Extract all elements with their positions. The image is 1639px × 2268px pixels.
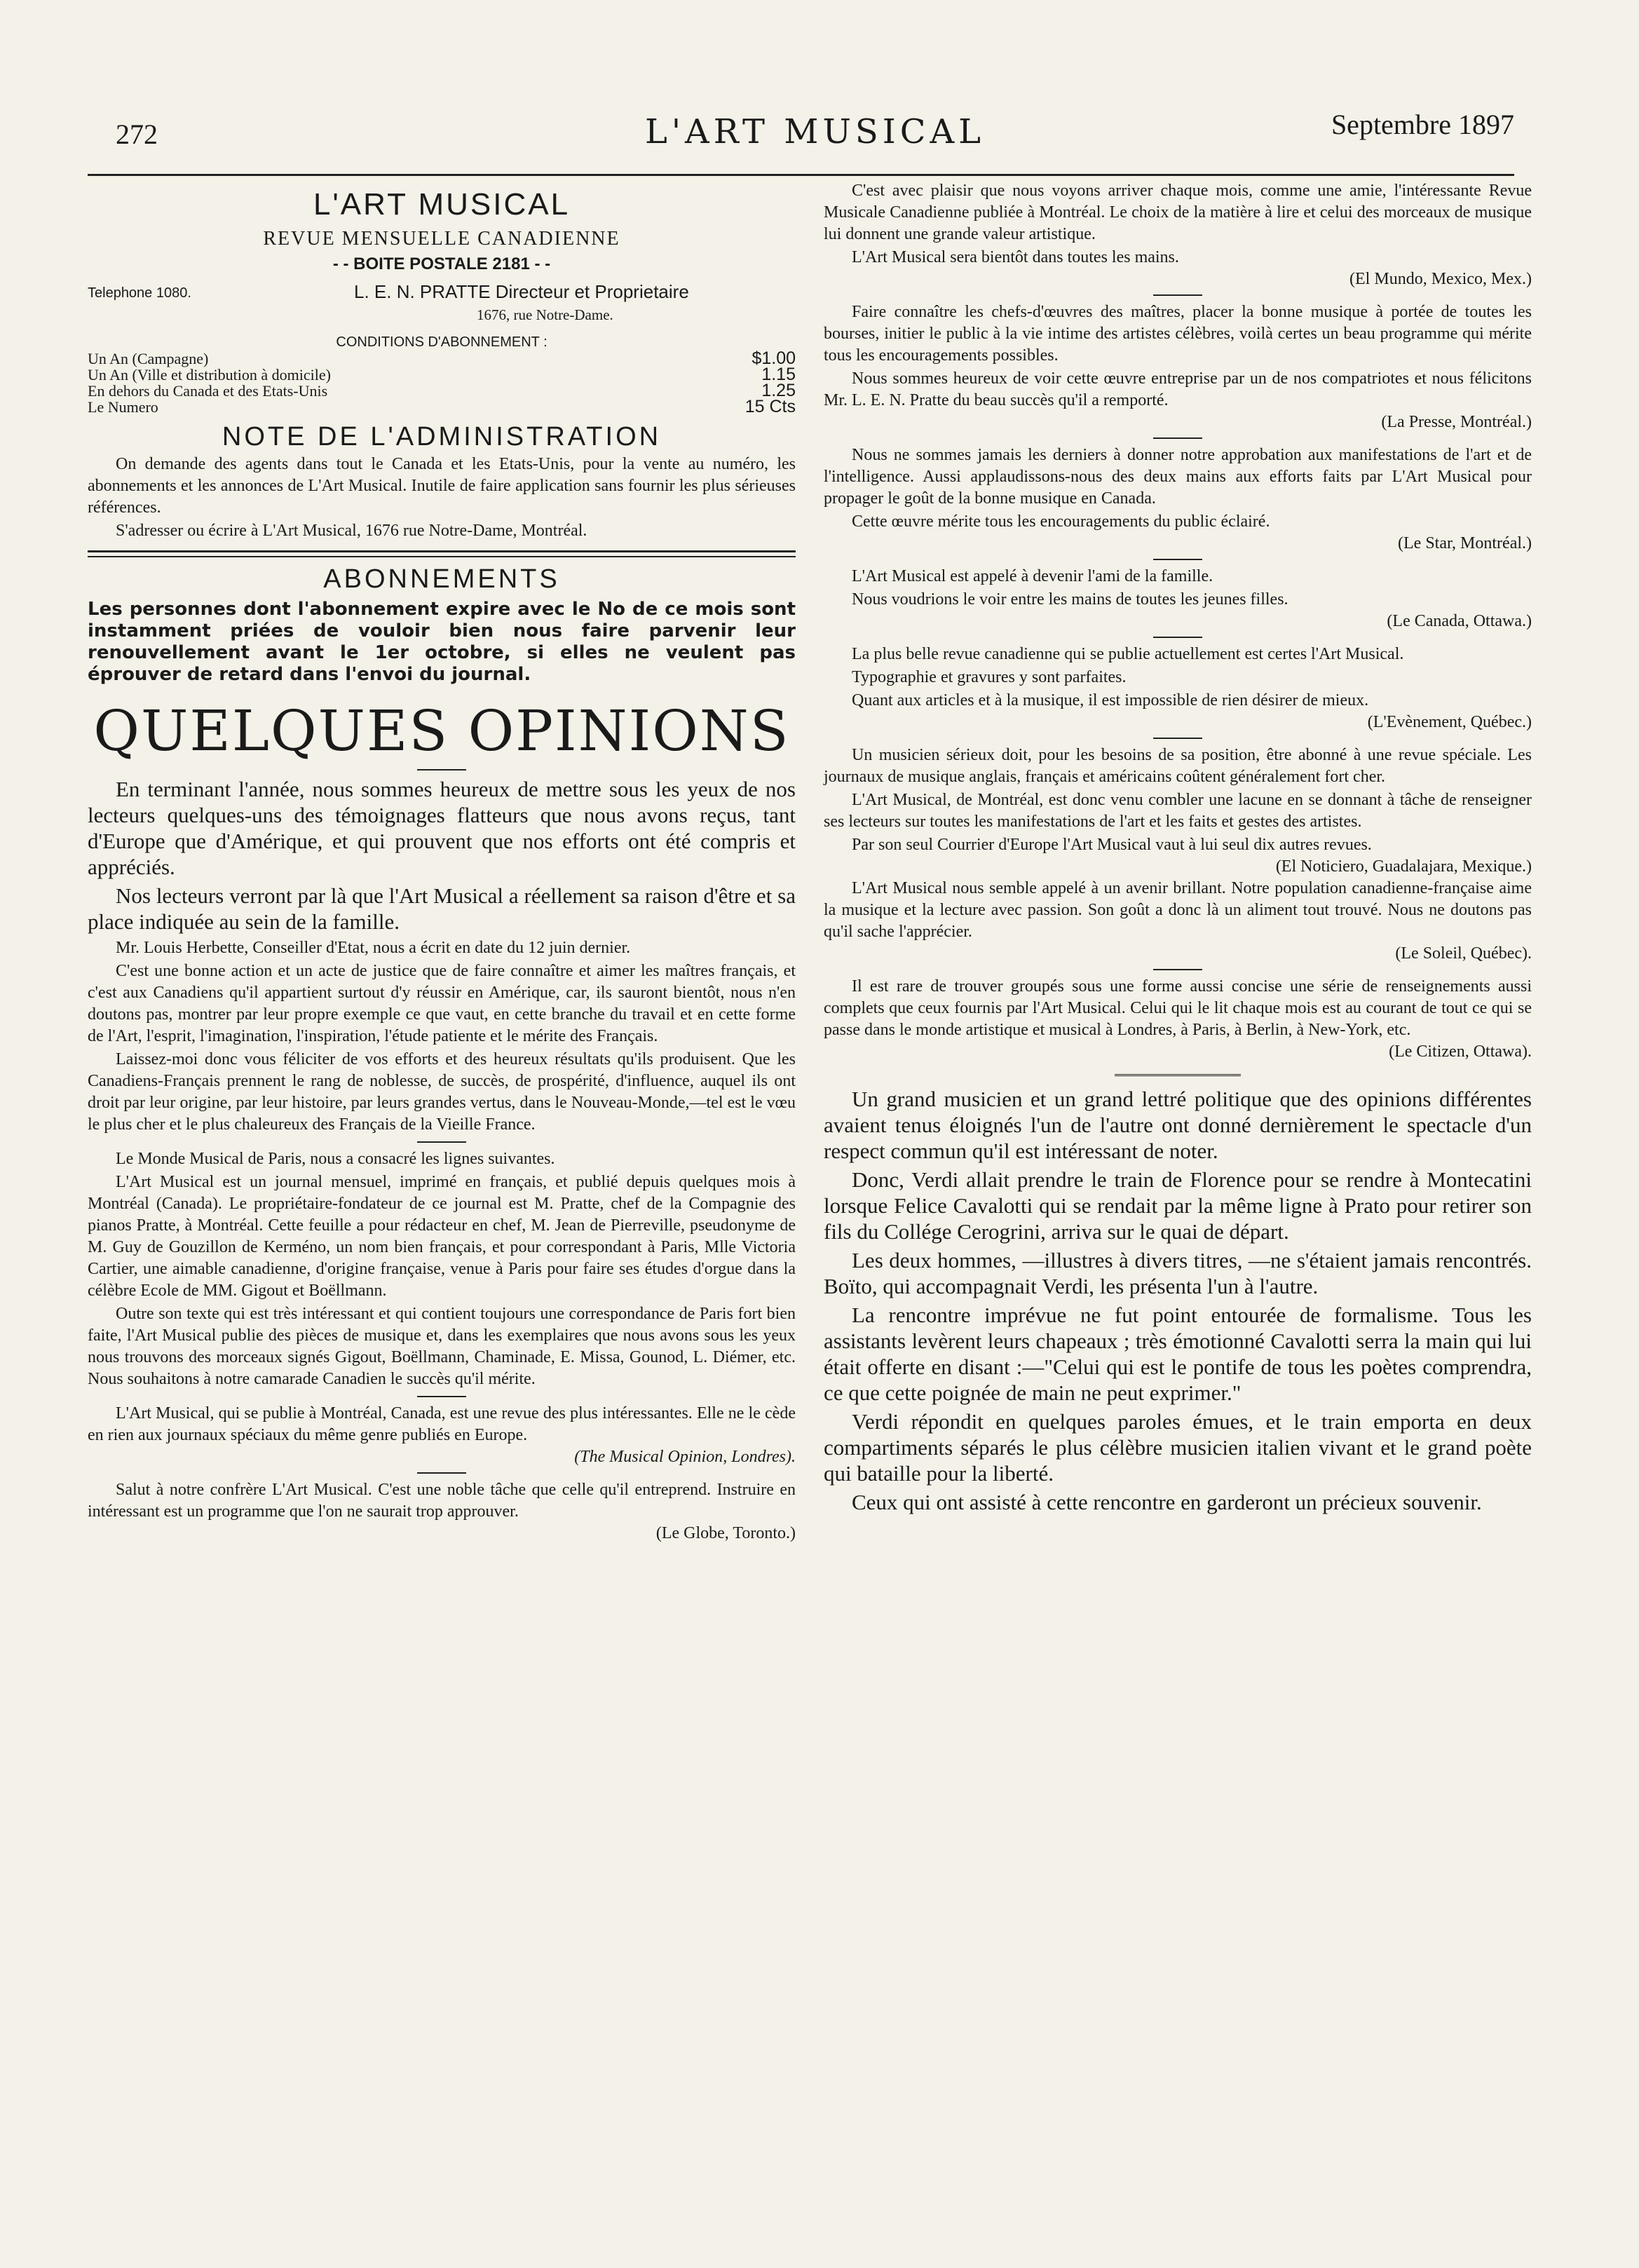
divider bbox=[1153, 559, 1202, 560]
citizen-source: (Le Citizen, Ottawa). bbox=[1389, 1043, 1532, 1061]
intro-paragraph: En terminant l'année, nous sommes heureux de mettre sous les yeux de nos lecteurs quelques-uns des témoignages flatteurs que nous avons reçus, tant d'Europe que d'Amérique, et qui prouvent que nos efforts ont été compris et appréciés. bbox=[88, 777, 796, 879]
verdi-paragraph: Ceux qui ont assisté à cette rencontre en garderont un précieux souvenir. bbox=[852, 1490, 1482, 1514]
verdi-paragraph: Donc, Verdi allait prendre le train de Florence pour se rendre à Montecatini lorsque Felice Cavalotti qui se rendait par la même ligne à Prato pour retirer son fils du Collége Cerogrini, arriva sur le quai de départ. bbox=[824, 1167, 1532, 1244]
conditions-heading: CONDITIONS D'ABONNEMENT : bbox=[336, 334, 548, 350]
abonnements-text: Les personnes dont l'abonnement expire avec le No de ce mois sont instamment priées de vouloir bien nous faire parvenir leur renouvellement avant le 1er octobre, si elles ne veulent pas éprouver de retard dans l'envoi du journal. bbox=[88, 599, 796, 685]
rates-list bbox=[88, 348, 796, 416]
masthead-subtitle: REVUE MENSUELLE CANADIENNE bbox=[263, 228, 620, 250]
monde-quote: L'Art Musical est un journal mensuel, imprimé en français, et publié depuis quelques mois à Montréal (Canada). Le propriétaire-fondateur de ce journal est M. Pratte, chef de la Compagnie des pianos Pratte, à Montréal. Cette feuille a pour rédacteur en chef, M. Jean de Pierreville, pseudonyme de M. Guy de Gouzillon de Kerméno, un nom bien français, et pour correspondant à Paris, Mlle Victoria Cartier, une aimable canadienne, d'origine française, venue à Paris pour faire ses études d'orgue dans la célèbre Ecole de MM. Gigout et Boëllmann. bbox=[88, 1173, 796, 1300]
masthead-title: L'ART MUSICAL bbox=[313, 187, 571, 222]
star-source: (Le Star, Montréal.) bbox=[1398, 534, 1532, 552]
masthead-contact bbox=[88, 278, 796, 325]
star-quote: Cette œuvre mérite tous les encouragements du public éclairé. bbox=[852, 512, 1270, 531]
mundo-quote: C'est avec plaisir que nous voyons arriver chaque mois, comme une amie, l'intéressante Revue Musicale Canadienne publiée à Montréal. Le choix de la matière à lire et celui des morceaux de musique lui donnent une grande valeur artistique. bbox=[824, 182, 1532, 243]
ornament-rule bbox=[1115, 1074, 1241, 1076]
presse-quote: Faire connaître les chefs-d'œuvres des maîtres, placer la bonne musique à portée de toutes les bourses, initier le public à la vie intime des artistes célèbres, voilà certes un beau programme qui mérite tous les encouragements possibles. bbox=[824, 303, 1532, 365]
rate-row: Le Numero 15 Cts bbox=[88, 397, 796, 416]
rate-row: Un An (Campagne) $1.00 bbox=[88, 348, 796, 368]
herbette-intro: Mr. Louis Herbette, Conseiller d'Etat, nous a écrit en date du 12 juin dernier. bbox=[116, 939, 631, 957]
herbette-quote: C'est une bonne action et un acte de justice que de faire connaître et aimer les maîtres français, et c'est aux Canadiens qu'il appartient surtout d'y réussir en Amérique, car, ils sauront bientôt, nous n'en doutons pas, montrer par leur propre exemple ce que vaut, en cette branche du travail et en cette forme de l'Art, l'esprit, l'imagination, l'inspiration, l'étude patiente et le mérite des Français. bbox=[88, 962, 796, 1045]
rate-row: Un An (Ville et distribution à domicile) 1.15 bbox=[88, 365, 796, 384]
divider bbox=[417, 1141, 466, 1143]
divider bbox=[417, 769, 466, 770]
soleil-source: (Le Soleil, Québec). bbox=[1395, 944, 1532, 963]
verdi-paragraph: Les deux hommes, —illustres à divers titres, —ne s'étaient jamais rencontrés. Boïto, qui accompagnait Verdi, les présenta l'un à l'autre. bbox=[824, 1248, 1532, 1298]
page-number: 272 bbox=[116, 118, 158, 150]
verdi-paragraph: Verdi répondit en quelques paroles émues, et le train emporta en deux compartiments séparés le plus célèbre musicien italien vivant et le grand poète qui bataille pour la liberté. bbox=[824, 1409, 1532, 1486]
divider bbox=[1153, 738, 1202, 739]
presse-quote: Nous sommes heureux de voir cette œuvre entreprise par un de nos compatriotes et nous félicitons Mr. L. E. N. Pratte du beau succès qu'il a remporté. bbox=[824, 369, 1532, 409]
rate-row: En dehors du Canada et des Etats-Unis 1.25 bbox=[88, 381, 796, 400]
opinion-quote: L'Art Musical, qui se publie à Montréal, Canada, est une revue des plus intéressantes. Elle ne le cède en rien aux journaux spéciaux du même genre publiés en Europe. bbox=[88, 1404, 796, 1444]
address: 1676, rue Notre-Dame. bbox=[477, 306, 613, 323]
canada-source: (Le Canada, Ottawa.) bbox=[1387, 612, 1532, 630]
evenement-quote: Quant aux articles et à la musique, il est impossible de rien désirer de mieux. bbox=[852, 691, 1369, 709]
admin-text: On demande des agents dans tout le Canada et les Etats-Unis, pour la vente au numéro, les abonnements et les annonces de L'Art Musical. Inutile de faire application sans fournir les plus sérieuses références. bbox=[88, 455, 796, 517]
header-rule bbox=[88, 174, 1514, 176]
evenement-quote: La plus belle revue canadienne qui se publie actuellement est certes l'Art Musical. bbox=[852, 645, 1404, 663]
left-column bbox=[88, 179, 796, 1544]
presse-source: (La Presse, Montréal.) bbox=[1381, 413, 1532, 431]
divider bbox=[1153, 969, 1202, 970]
noticiero-quote: L'Art Musical, de Montréal, est donc venu combler une lacune en se donnant à tâche de renseigner ses lecteurs sur toutes les manifestations de l'art et les faits et gestes des artistes. bbox=[824, 791, 1532, 831]
globe-quote: Salut à notre confrère L'Art Musical. C'est une noble tâche que celle qu'il entreprend. Instruire en intéressant est un programme que l'on ne saurait trop approuver. bbox=[88, 1481, 796, 1521]
director: L. E. N. PRATTE Directeur et Proprietaire bbox=[354, 281, 689, 302]
masthead-box: - - BOITE POSTALE 2181 - - bbox=[332, 254, 551, 273]
abonnements-heading: ABONNEMENTS bbox=[323, 564, 560, 594]
divider bbox=[417, 1472, 466, 1474]
verdi-paragraph: Un grand musicien et un grand lettré politique que des opinions différentes avaient tenus éloignés l'un de l'autre ont donné dernièrement le spectacle d'un respect commun qu'il est intéressant de noter. bbox=[824, 1087, 1532, 1163]
monde-intro: Le Monde Musical de Paris, nous a consacré les lignes suivantes. bbox=[116, 1150, 555, 1168]
page-header bbox=[116, 105, 1514, 154]
intro-paragraph: Nos lecteurs verront par là que l'Art Musical a réellement sa raison d'être et sa place indiquée au sein de la famille. bbox=[88, 883, 796, 934]
issue-date: Septembre 1897 bbox=[1331, 109, 1514, 140]
citizen-quote: Il est rare de trouver groupés sous une forme aussi concise une série de renseignements aussi complets que ceux fournis par l'Art Musical. Celui qui le lit chaque mois est au courant de tout ce qui se passe dans le monde artistique et musical à Londres, à Paris, à Berlin, à New-York, etc. bbox=[824, 977, 1532, 1039]
mundo-quote: L'Art Musical sera bientôt dans toutes les mains. bbox=[852, 248, 1179, 266]
canada-quote: L'Art Musical est appelé à devenir l'ami de la famille. bbox=[852, 567, 1213, 585]
divider bbox=[1153, 294, 1202, 296]
globe-source: (Le Globe, Toronto.) bbox=[655, 1524, 796, 1542]
canada-quote: Nous voudrions le voir entre les mains de toutes les jeunes filles. bbox=[852, 590, 1288, 609]
opinion-source: (The Musical Opinion, Londres). bbox=[574, 1448, 796, 1466]
divider bbox=[1153, 637, 1202, 638]
mundo-source: (El Mundo, Mexico, Mex.) bbox=[1349, 270, 1532, 288]
noticiero-quote: Par son seul Courrier d'Europe l'Art Musical vaut à lui seul dix autres revues. bbox=[852, 836, 1372, 854]
section-divider bbox=[88, 550, 796, 557]
monde-quote: Outre son texte qui est très intéressant et qui contient toujours une correspondance de Paris fort bien faite, l'Art Musical publie des pièces de musique et, dans les exemplaires que nous avons sous les yeux nous trouvons des morceaux signés Gigout, Boëllmann, Chaminade, E. Missa, Gounod, L. Diémer, etc. Nous souhaitons à notre camarade Canadien le succès qu'il mérite. bbox=[88, 1305, 796, 1388]
herbette-quote: Laissez-moi donc vous féliciter de vos efforts et des heureux résultats qu'ils produisent. Que les Canadiens-Français prennent le rang de noblesse, de succès, de prospérité, d'influence, auquel ils ont droit par leur origine, par leur histoire, par leurs grandes vertus, dans le Nouveau-Monde,—tel est le vœu le plus cher et le plus chaleureux des Français de la Vieille France. bbox=[88, 1050, 796, 1134]
journal-title: L'ART MUSICAL bbox=[644, 112, 985, 151]
opinions-heading: QUELQUES OPINIONS bbox=[93, 698, 790, 763]
divider bbox=[1153, 437, 1202, 439]
divider bbox=[417, 1396, 466, 1397]
verdi-paragraph: La rencontre imprévue ne fut point entourée de formalisme. Tous les assistants levèrent leurs chapeaux ; très émotionné Cavalotti serra la main qui lui était offerte en disant :—"Celui qui est le pontife de tous les poètes comprendra, ce que cette poignée de main ne peut exprimer." bbox=[824, 1303, 1532, 1405]
right-column bbox=[824, 179, 1532, 1518]
admin-contact: S'adresser ou écrire à L'Art Musical, 1676 rue Notre-Dame, Montréal. bbox=[116, 522, 587, 540]
soleil-quote: L'Art Musical nous semble appelé à un avenir brillant. Notre population canadienne-française aime la musique et la lecture avec passion. Son goût a donc là un aliment tout trouvé. Nous ne doutons pas qu'il sache l'apprécier. bbox=[824, 879, 1532, 941]
noticiero-source: (El Noticiero, Guadalajara, Mexique.) bbox=[1275, 857, 1532, 876]
star-quote: Nous ne sommes jamais les derniers à donner notre approbation aux manifestations de l'art et de l'intelligence. Aussi applaudissons-nous des deux mains aux efforts faits par L'Art Musical pour propager le goût de la bonne musique en Canada. bbox=[824, 446, 1532, 508]
telephone: Telephone 1080. bbox=[88, 285, 191, 301]
admin-heading: NOTE DE L'ADMINISTRATION bbox=[222, 422, 662, 451]
evenement-quote: Typographie et gravures y sont parfaites. bbox=[852, 668, 1127, 686]
evenement-source: (L'Evènement, Québec.) bbox=[1367, 713, 1532, 731]
noticiero-quote: Un musicien sérieux doit, pour les besoins de sa position, être abonné à une revue spéciale. Les journaux de musique anglais, français et américains coûtent généralement fort cher. bbox=[824, 746, 1532, 786]
